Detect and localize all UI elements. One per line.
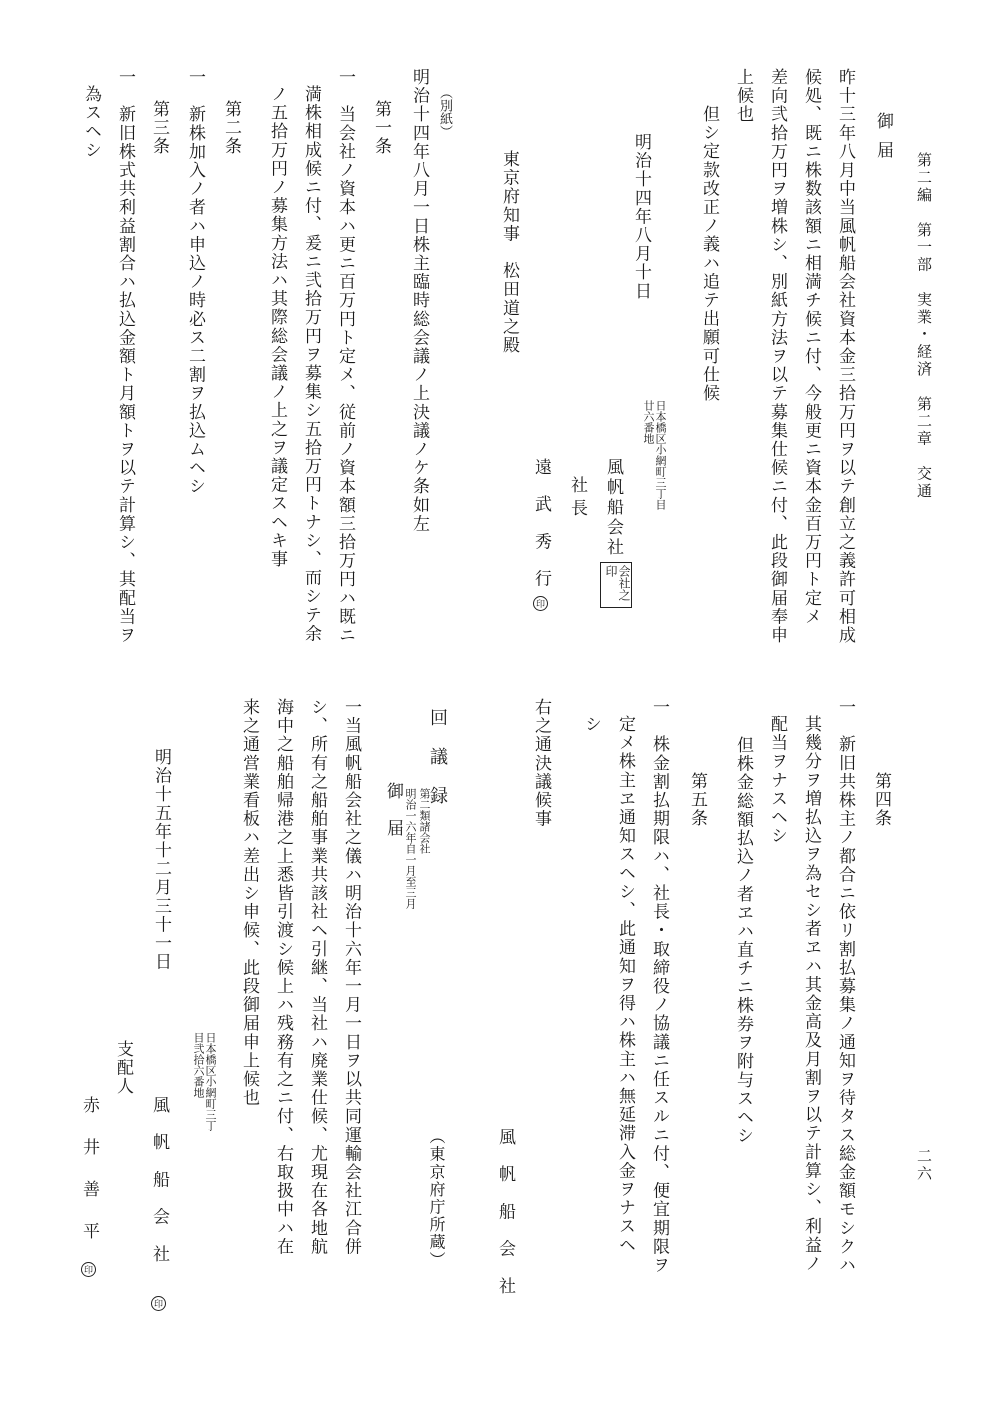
running-head: 第二編 第一部 実業・経済 第二章 交通 (915, 152, 933, 500)
record-category: 第二類諸会社 (418, 788, 431, 854)
article-4-line-1: 一 新旧共株主ノ都合ニ依リ割払募集ノ通知ヲ待タス総金額モシクハ (835, 698, 855, 1275)
record-title: 回 議 録 (427, 708, 448, 806)
article-5-line-3: シ (581, 715, 601, 734)
notification-date: 明治十四年八月十日 (631, 133, 651, 301)
addressee: 東京府知事 松田道之殿 (499, 150, 519, 355)
resolution-company: 風 帆 船 会 社 (495, 1128, 515, 1296)
article-3-line-1: 一 新旧株式共利益割合ハ払込金額ト月額トヲ以テ計算シ、其配当ヲ (115, 68, 135, 645)
president-name: 遠 武 秀 行 (531, 458, 551, 589)
article-5-heading: 第五条 (687, 772, 707, 828)
company-address: 日本橋区小網町三丁目廿六番地 (642, 400, 667, 510)
record-body-line-1: 一当風帆船会社之儀ハ明治十六年一月一日ヲ以共同運輸会社江合併 (341, 698, 361, 1256)
page-number: 二六 (915, 1148, 933, 1183)
proviso: 但シ定款改正ノ義ハ追テ出願可仕候 (699, 105, 719, 403)
article-2-line-1: 一 新株加入ノ者ハ申込ノ時必ス二割ヲ払込ムヘシ (185, 68, 205, 496)
article-1-line-3: ノ五拾万円ノ募集方法ハ其際総会議ノ上之ヲ議定スヘキ事 (267, 85, 287, 569)
notification-title: 御届 (873, 112, 893, 170)
attachment-intro: 明治十四年八月一日株主臨時総会議ノ上決議ノケ条如左 (409, 68, 429, 533)
article-1-line-2: 満株相成候ニ付、爰ニ弐拾万円ヲ募集シ五拾万円トナシ、而シテ余 (301, 85, 321, 643)
record-period: 明治一六年自一月至三月 (404, 788, 417, 909)
record-company: 風 帆 船 会 社 (149, 1096, 169, 1264)
company-seal: 会社之印 (600, 562, 632, 608)
notification-body-line-3: 差向弐拾万円ヲ増株シ、別紙方法ヲ以テ募集仕候ニ付、此段御届奉申 (767, 68, 787, 645)
article-3-heading: 第三条 (149, 100, 169, 156)
record-address: 日本橋区小網町三丁目弐拾六番地 (192, 1032, 217, 1131)
notification-body-line-2: 候処、既ニ株数該額ニ相満チ候ニ付、今般更ニ資本金百万円ト定メ (801, 68, 821, 626)
seal-mark: 印 (533, 596, 548, 611)
record-body-line-4: 来之通営業看板ハ差出シ申候、此段御届申上候也 (239, 698, 259, 1108)
article-4-heading: 第四条 (871, 772, 891, 828)
article-4-line-3: 配当ヲナスヘシ (767, 715, 787, 846)
manager-seal-mark: 印 (81, 1262, 96, 1277)
article-4-line-2: 其幾分ヲ増払込ヲ為セシ者ヱハ其金高及月割ヲ以テ計算シ、利益ノ (801, 715, 821, 1273)
president-title: 社長 (567, 476, 587, 522)
record-body-line-3: 海中之船舶帰港之上悉皆引渡シ候上ハ残務有之ニ付、右取扱中ハ在 (273, 698, 293, 1256)
notification-body-line-1: 昨十三年八月中当風帆船会社資本金三拾万円ヲ以テ創立之義許可相成 (835, 68, 855, 645)
article-5-line-1: 一 株金割払期限ハ、社長・取締役ノ協議ニ任スルニ付、便宜期限ヲ (649, 698, 669, 1275)
record-archive: （東京府庁所蔵） (427, 1128, 446, 1269)
article-1-heading: 第一条 (371, 100, 391, 156)
article-3-line-2: 為スヘシ (81, 85, 101, 160)
company-seal-mark: 印 (151, 1296, 166, 1311)
article-4-proviso: 但株金総額払込ノ者ヱハ直チニ株券ヲ附与スヘシ (733, 736, 753, 1146)
resolution-closing: 右之通決議候事 (531, 698, 551, 829)
article-1-line-1: 一 当会社ノ資本ハ更ニ百万円ト定メ、従前ノ資本額三拾万円ハ既ニ (335, 68, 355, 645)
record-date: 明治十五年十二月三十一日 (151, 748, 171, 972)
manager-title: 支配人 (113, 1040, 133, 1096)
notification-body-line-4: 上候也 (733, 68, 753, 124)
record-body-line-2: シ、所有之船舶事業共該社ヘ引継、当社ハ廃業仕候、尤現在各地航 (307, 698, 327, 1256)
article-5-line-2: 定メ株主ヱ通知スヘシ、此通知ヲ得ハ株主ハ無延滞入金ヲナスヘ (615, 715, 635, 1255)
company-name: 風帆船会社 (603, 458, 623, 558)
record-notice-title: 御 届 (383, 782, 403, 838)
manager-name: 赤 井 善 平 (79, 1096, 99, 1243)
article-2-heading: 第二条 (221, 100, 241, 156)
attachment-label: （別紙） (437, 86, 452, 138)
